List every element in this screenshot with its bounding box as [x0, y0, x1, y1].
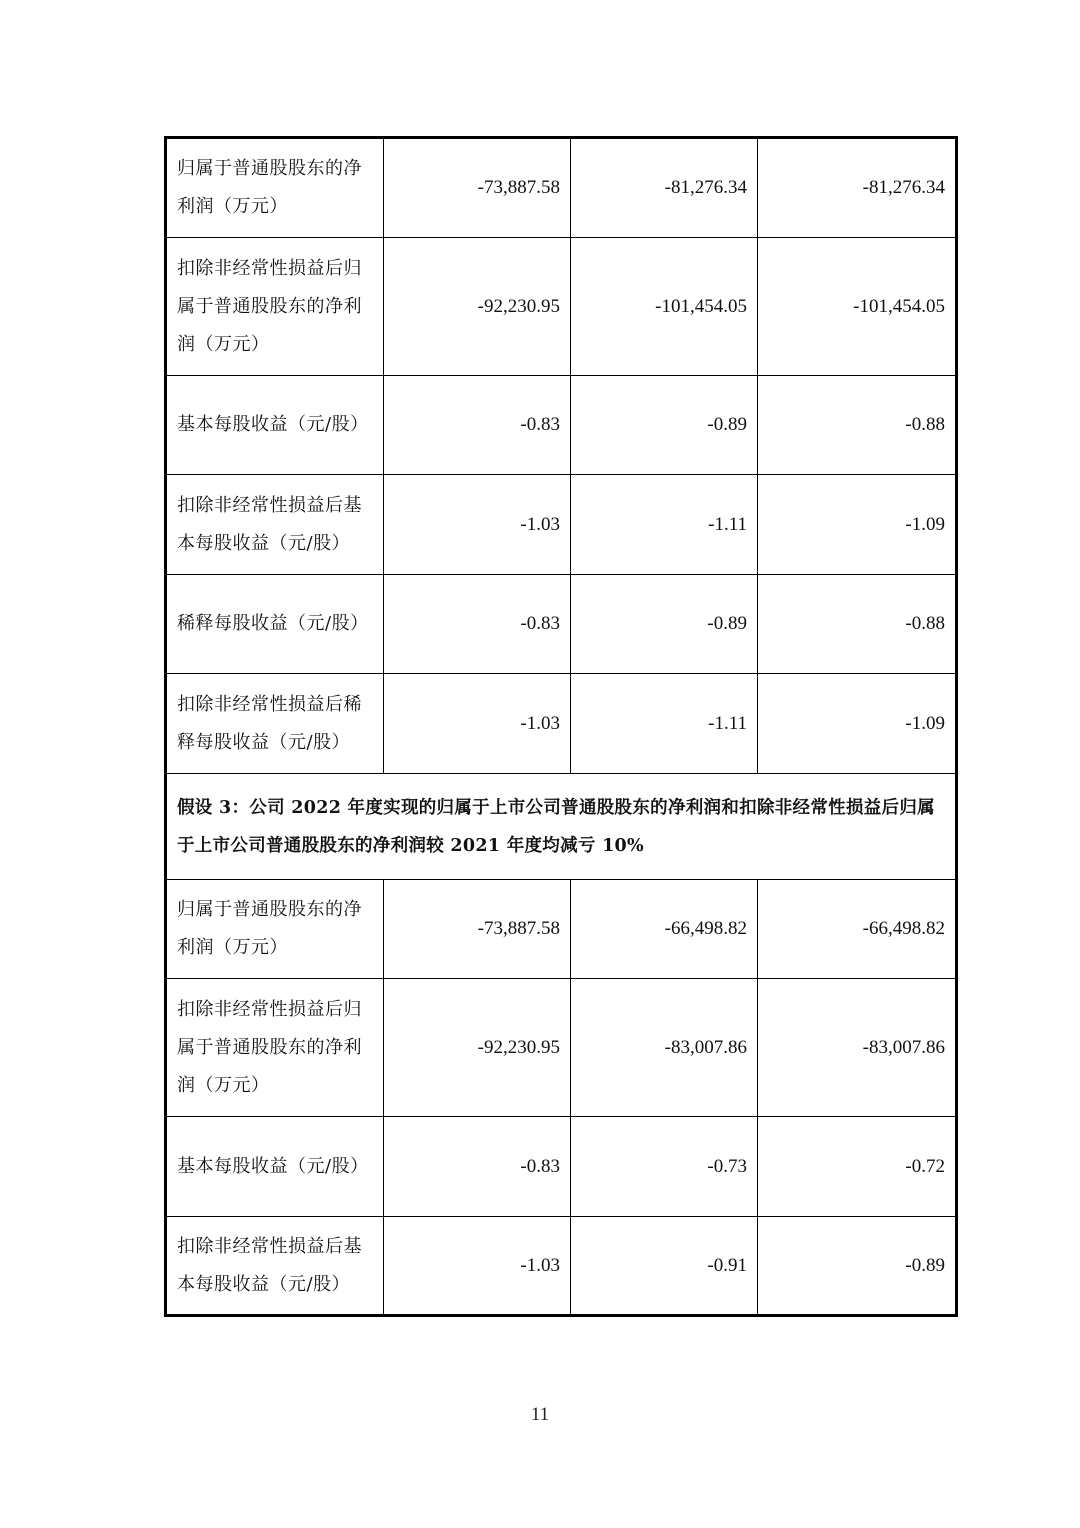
row-label: 归属于普通股股东的净利润（万元） [166, 880, 384, 979]
row-label: 基本每股收益（元/股） [166, 1117, 384, 1217]
table-row [166, 376, 957, 475]
value-cell: -101,454.05 [571, 238, 758, 376]
value-cell: -0.89 [758, 1217, 957, 1316]
value-cell: -1.03 [384, 475, 571, 575]
value-cell: -1.09 [758, 475, 957, 575]
value-cell: -0.89 [571, 575, 758, 674]
page-number: 11 [530, 1404, 550, 1425]
value-cell: -1.11 [571, 674, 758, 774]
value-cell: -83,007.86 [758, 979, 957, 1117]
row-label: 归属于普通股股东的净利润（万元） [166, 138, 384, 238]
section-heading: 假设 3：公司 2022 年度实现的归属于上市公司普通股股东的净利润和扣除非经常性损益后归属于上市公司普通股股东的净利润较 2021 年度均减亏 10% [166, 774, 957, 880]
row-label: 扣除非经常性损益后稀释每股收益（元/股） [166, 674, 384, 774]
section-heading-row [166, 774, 957, 880]
row-label: 扣除非经常性损益后归属于普通股股东的净利润（万元） [166, 238, 384, 376]
row-label: 扣除非经常性损益后基本每股收益（元/股） [166, 1217, 384, 1316]
table-row [166, 238, 957, 376]
table-row [166, 475, 957, 575]
row-label: 扣除非经常性损益后基本每股收益（元/股） [166, 475, 384, 575]
value-cell: -0.83 [384, 1117, 571, 1217]
row-label: 扣除非经常性损益后归属于普通股股东的净利润（万元） [166, 979, 384, 1117]
value-cell: -81,276.34 [571, 138, 758, 238]
value-cell: -0.88 [758, 575, 957, 674]
value-cell: -92,230.95 [384, 238, 571, 376]
value-cell: -0.73 [571, 1117, 758, 1217]
table-row [166, 138, 957, 238]
value-cell: -81,276.34 [758, 138, 957, 238]
value-cell: -0.88 [758, 376, 957, 475]
table-row [166, 880, 957, 979]
value-cell: -0.83 [384, 376, 571, 475]
value-cell: -1.03 [384, 1217, 571, 1316]
table-row [166, 1217, 957, 1316]
value-cell: -0.89 [571, 376, 758, 475]
value-cell: -1.03 [384, 674, 571, 774]
value-cell: -83,007.86 [571, 979, 758, 1117]
row-label: 基本每股收益（元/股） [166, 376, 384, 475]
value-cell: -0.91 [571, 1217, 758, 1316]
table-row [166, 1117, 957, 1217]
value-cell: -101,454.05 [758, 238, 957, 376]
table-row [166, 979, 957, 1117]
value-cell: -1.09 [758, 674, 957, 774]
value-cell: -73,887.58 [384, 880, 571, 979]
value-cell: -66,498.82 [571, 880, 758, 979]
table-row [166, 674, 957, 774]
row-label: 稀释每股收益（元/股） [166, 575, 384, 674]
value-cell: -66,498.82 [758, 880, 957, 979]
table-row [166, 575, 957, 674]
value-cell: -1.11 [571, 475, 758, 575]
value-cell: -0.83 [384, 575, 571, 674]
value-cell: -92,230.95 [384, 979, 571, 1117]
value-cell: -73,887.58 [384, 138, 571, 238]
financial-forecast-table [164, 136, 958, 1317]
value-cell: -0.72 [758, 1117, 957, 1217]
